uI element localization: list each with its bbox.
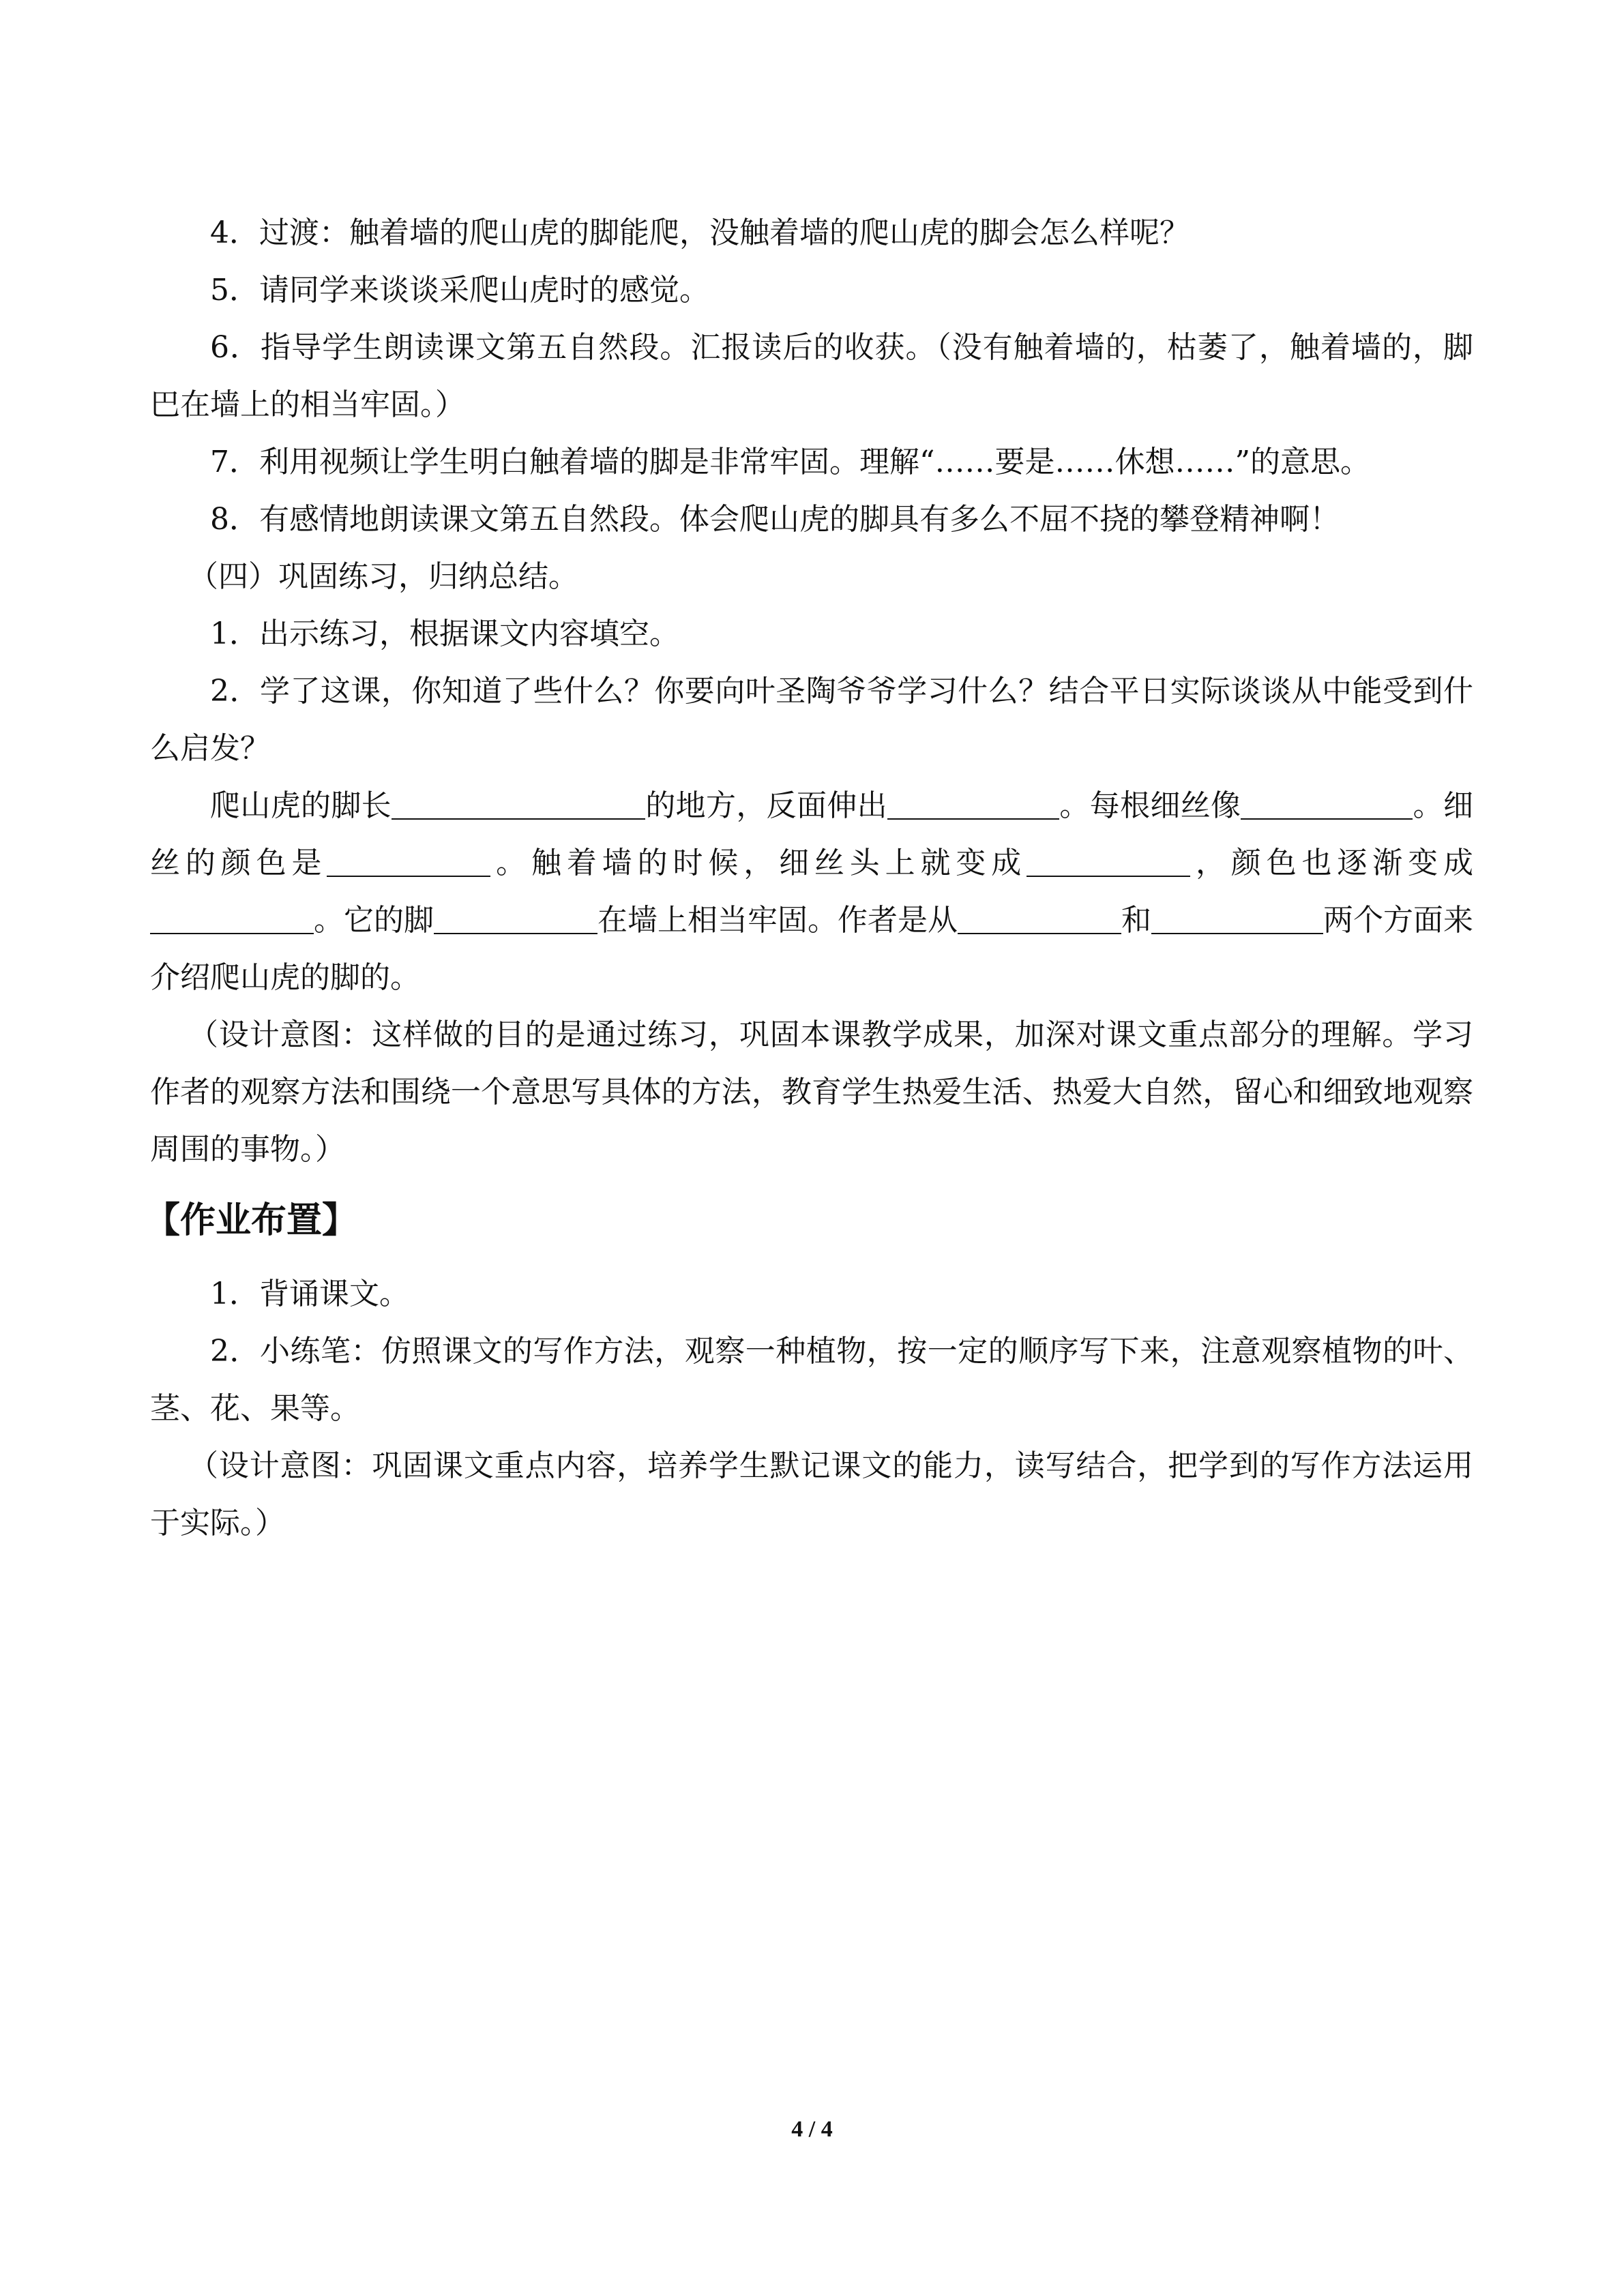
step-8-paragraph: 8．有感情地朗读课文第五自然段。体会爬山虎的脚具有多么不屈不挠的攀登精神啊！ bbox=[210, 502, 1340, 537]
answer-blank bbox=[1151, 901, 1323, 934]
exercise-text: 两个方面来介绍爬山虎的脚的。 bbox=[150, 903, 1473, 995]
exercise-text: 爬山虎的脚长 bbox=[210, 788, 392, 823]
exercise-text: 。它的脚 bbox=[314, 903, 434, 938]
step-4-paragraph: 4．过渡：触着墙的爬山虎的脚能爬，没触着墙的爬山虎的脚会怎么样呢？ bbox=[210, 215, 1190, 250]
exercise-text: ，颜色也逐渐变成 bbox=[1190, 846, 1474, 880]
design-intent-note: （设计意图：这样做的目的是通过练习，巩固本课教学成果，加深对课文重点部分的理解。学习作者的观察方法和围绕一个意思写具体的方法，教育学生热爱生活、热爱大自然，留心和细致地观察周围的事物。） bbox=[150, 1017, 1473, 1167]
homework-item-1: 1．背诵课文。 bbox=[210, 1277, 409, 1311]
exercise-text: 和 bbox=[1121, 903, 1151, 938]
section-4-title: （四）巩固练习，归纳总结。 bbox=[188, 559, 578, 594]
exercise-text: 。每根细丝像 bbox=[1059, 788, 1241, 823]
practice-item-2: 2．学了这课，你知道了些什么？你要向叶圣陶爷爷学习什么？结合平日实际谈谈从中能受到什么启发？ bbox=[150, 674, 1473, 766]
fill-in-blank-exercise bbox=[150, 777, 1473, 1007]
homework-item-2: 2．小练笔：仿照课文的写作方法，观察一种植物，按一定的顺序写下来，注意观察植物的叶、茎、花、果等。 bbox=[150, 1334, 1473, 1426]
answer-blank bbox=[392, 787, 645, 820]
step-7-paragraph: 7．利用视频让学生明白触着墙的脚是非常牢固。理解“……要是……休想……”的意思。 bbox=[210, 445, 1370, 479]
answer-blank bbox=[958, 901, 1121, 934]
homework-heading: 【作业布置】 bbox=[145, 1200, 358, 1241]
exercise-text: 。细丝的颜色是 bbox=[150, 788, 1474, 880]
exercise-text: 的地方，反面伸出 bbox=[645, 788, 887, 823]
answer-blank bbox=[1027, 844, 1190, 877]
practice-item-1: 1．出示练习，根据课文内容填空。 bbox=[210, 616, 679, 651]
answer-blank bbox=[434, 901, 597, 934]
answer-blank bbox=[327, 844, 490, 877]
answer-blank bbox=[1241, 787, 1413, 820]
document-body bbox=[145, 205, 1474, 1552]
answer-blank bbox=[150, 901, 314, 934]
step-5-paragraph: 5．请同学来谈谈采爬山虎时的感觉。 bbox=[210, 273, 709, 308]
exercise-text: 。触着墙的时候，细丝头上就变成 bbox=[490, 846, 1027, 880]
exercise-text: 在墙上相当牢固。作者是从 bbox=[597, 903, 958, 938]
page-number: 4 / 4 bbox=[791, 2117, 833, 2142]
answer-blank bbox=[887, 787, 1059, 820]
homework-design-note: （设计意图：巩固课文重点内容，培养学生默记课文的能力，读写结合，把学到的写作方法运用于实际。） bbox=[150, 1448, 1473, 1540]
step-6-paragraph: 6．指导学生朗读课文第五自然段。汇报读后的收获。（没有触着墙的，枯萎了，触着墙的，脚巴在墙上的相当牢固。） bbox=[150, 330, 1473, 422]
